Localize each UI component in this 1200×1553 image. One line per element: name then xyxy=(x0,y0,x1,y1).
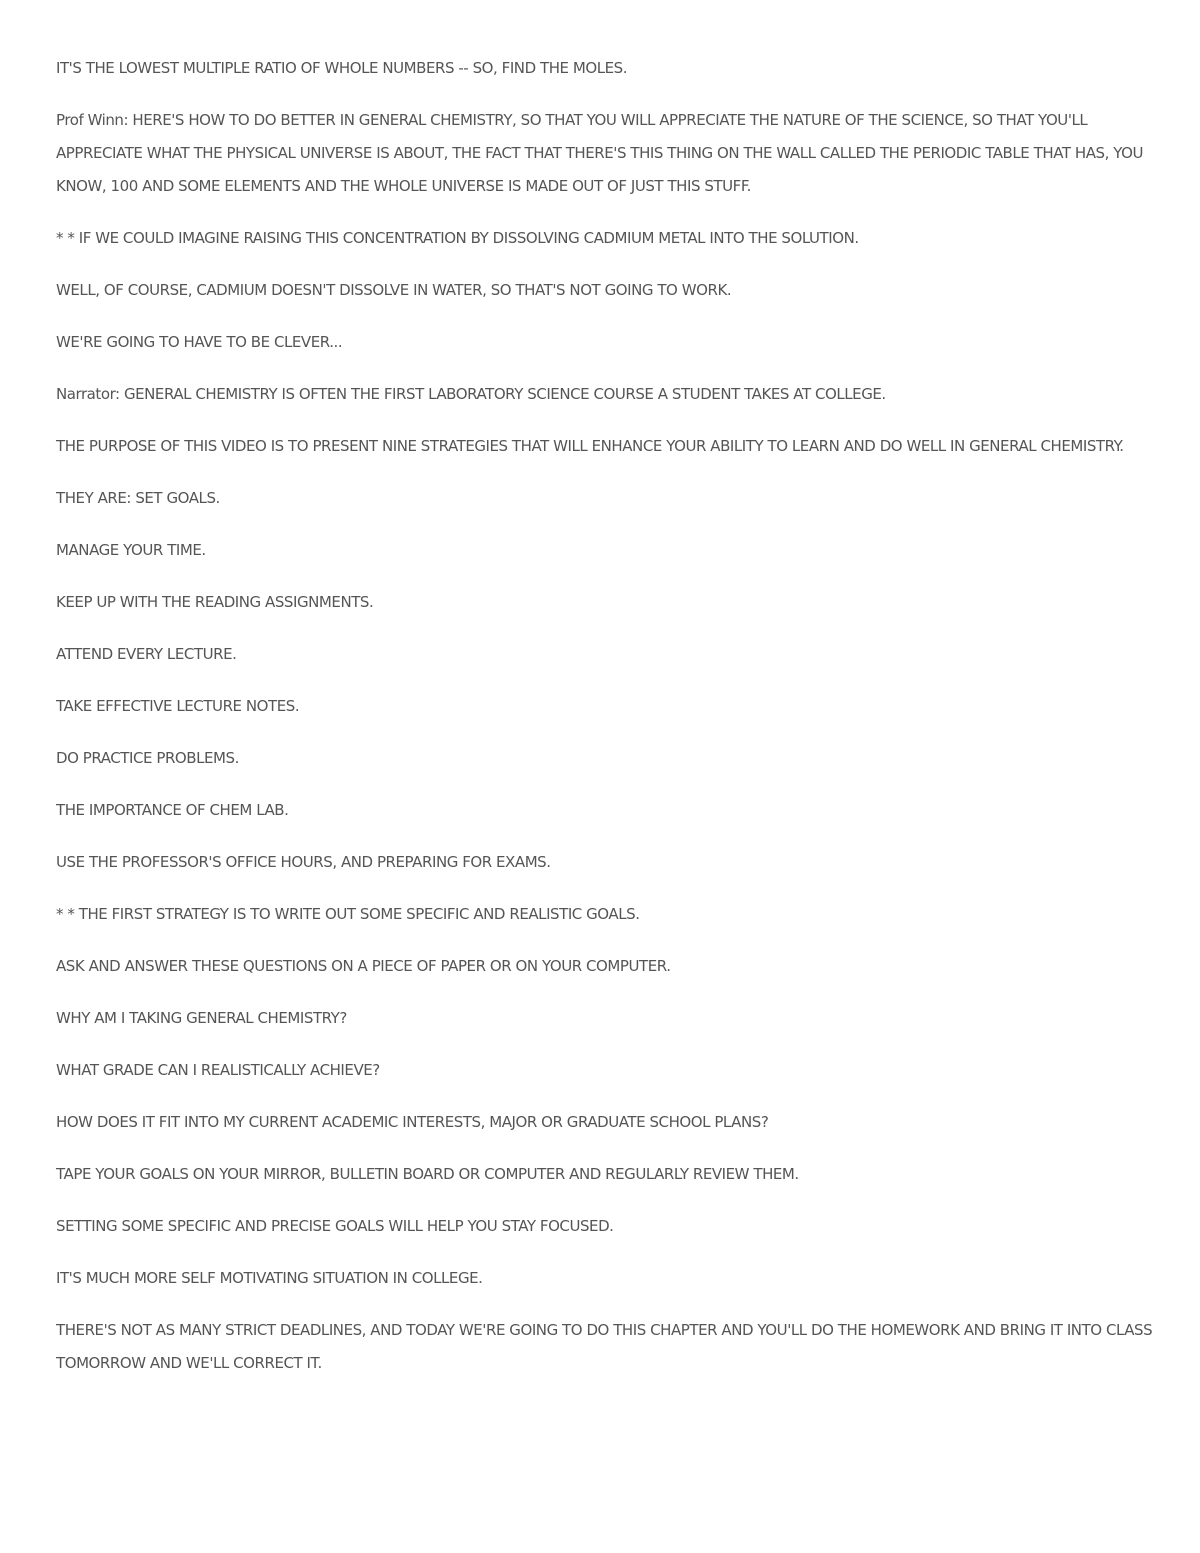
transcript-paragraph: TAPE YOUR GOALS ON YOUR MIRROR, BULLETIN BOARD OR COMPUTER AND REGULARLY REVIEW THEM. xyxy=(56,1165,799,1183)
transcript-paragraph: IT'S THE LOWEST MULTIPLE RATIO OF WHOLE NUMBERS -- SO, FIND THE MOLES. xyxy=(56,59,628,77)
transcript-paragraph: ASK AND ANSWER THESE QUESTIONS ON A PIECE OF PAPER OR ON YOUR COMPUTER. xyxy=(56,957,671,975)
transcript-paragraph: WELL, OF COURSE, CADMIUM DOESN'T DISSOLVE IN WATER, SO THAT'S NOT GOING TO WORK. xyxy=(56,281,732,299)
transcript-paragraph: IT'S MUCH MORE SELF MOTIVATING SITUATION IN COLLEGE. xyxy=(56,1269,483,1287)
transcript-paragraph: DO PRACTICE PROBLEMS. xyxy=(56,749,239,767)
transcript-paragraph: SETTING SOME SPECIFIC AND PRECISE GOALS WILL HELP YOU STAY FOCUSED. xyxy=(56,1217,614,1235)
transcript-paragraph: MANAGE YOUR TIME. xyxy=(56,541,206,559)
transcript-paragraph: ATTEND EVERY LECTURE. xyxy=(56,645,237,663)
transcript-paragraph: TAKE EFFECTIVE LECTURE NOTES. xyxy=(56,697,300,715)
transcript-paragraph: USE THE PROFESSOR'S OFFICE HOURS, AND PREPARING FOR EXAMS. xyxy=(56,853,551,871)
transcript-paragraph: THERE'S NOT AS MANY STRICT DEADLINES, AND TODAY WE'RE GOING TO DO THIS CHAPTER AND YOU'LL DO THE HOMEWORK AND BRING IT INTO CLASS TOMORROW AND WE'LL CORRECT IT. xyxy=(56,1321,1153,1372)
transcript-paragraph: THE IMPORTANCE OF CHEM LAB. xyxy=(56,801,289,819)
transcript-paragraph: * * THE FIRST STRATEGY IS TO WRITE OUT SOME SPECIFIC AND REALISTIC GOALS. xyxy=(56,905,640,923)
transcript-paragraph: THEY ARE: SET GOALS. xyxy=(56,489,220,507)
transcript-paragraph: WHY AM I TAKING GENERAL CHEMISTRY? xyxy=(56,1009,347,1027)
transcript-paragraph: Prof Winn: HERE'S HOW TO DO BETTER IN GENERAL CHEMISTRY, SO THAT YOU WILL APPRECIATE THE NATURE OF THE SCIENCE, SO THAT YOU'LL APPRECIATE WHAT THE PHYSICAL UNIVERSE IS ABOUT, THE FACT THAT THERE'S THIS THING ON THE WALL CALLED THE PERIODIC TABLE THAT HAS, YOU KNOW, 100 AND SOME ELEMENTS AND THE WHOLE UNIVERSE IS MADE OUT OF JUST THIS STUFF. xyxy=(56,111,1143,195)
transcript-paragraph: KEEP UP WITH THE READING ASSIGNMENTS. xyxy=(56,593,374,611)
transcript-paragraph: WHAT GRADE CAN I REALISTICALLY ACHIEVE? xyxy=(56,1061,380,1079)
transcript-paragraph: THE PURPOSE OF THIS VIDEO IS TO PRESENT NINE STRATEGIES THAT WILL ENHANCE YOUR ABILITY TO LEARN AND DO WELL IN GENERAL CHEMISTRY. xyxy=(56,437,1124,455)
transcript-paragraph: HOW DOES IT FIT INTO MY CURRENT ACADEMIC INTERESTS, MAJOR OR GRADUATE SCHOOL PLANS? xyxy=(56,1113,769,1131)
transcript-paragraph: Narrator: GENERAL CHEMISTRY IS OFTEN THE FIRST LABORATORY SCIENCE COURSE A STUDENT TAKES AT COLLEGE. xyxy=(56,385,886,403)
transcript-page xyxy=(56,52,1156,1399)
transcript-paragraph: WE'RE GOING TO HAVE TO BE CLEVER... xyxy=(56,333,343,351)
transcript-paragraph: * * IF WE COULD IMAGINE RAISING THIS CONCENTRATION BY DISSOLVING CADMIUM METAL INTO THE SOLUTION. xyxy=(56,229,859,247)
